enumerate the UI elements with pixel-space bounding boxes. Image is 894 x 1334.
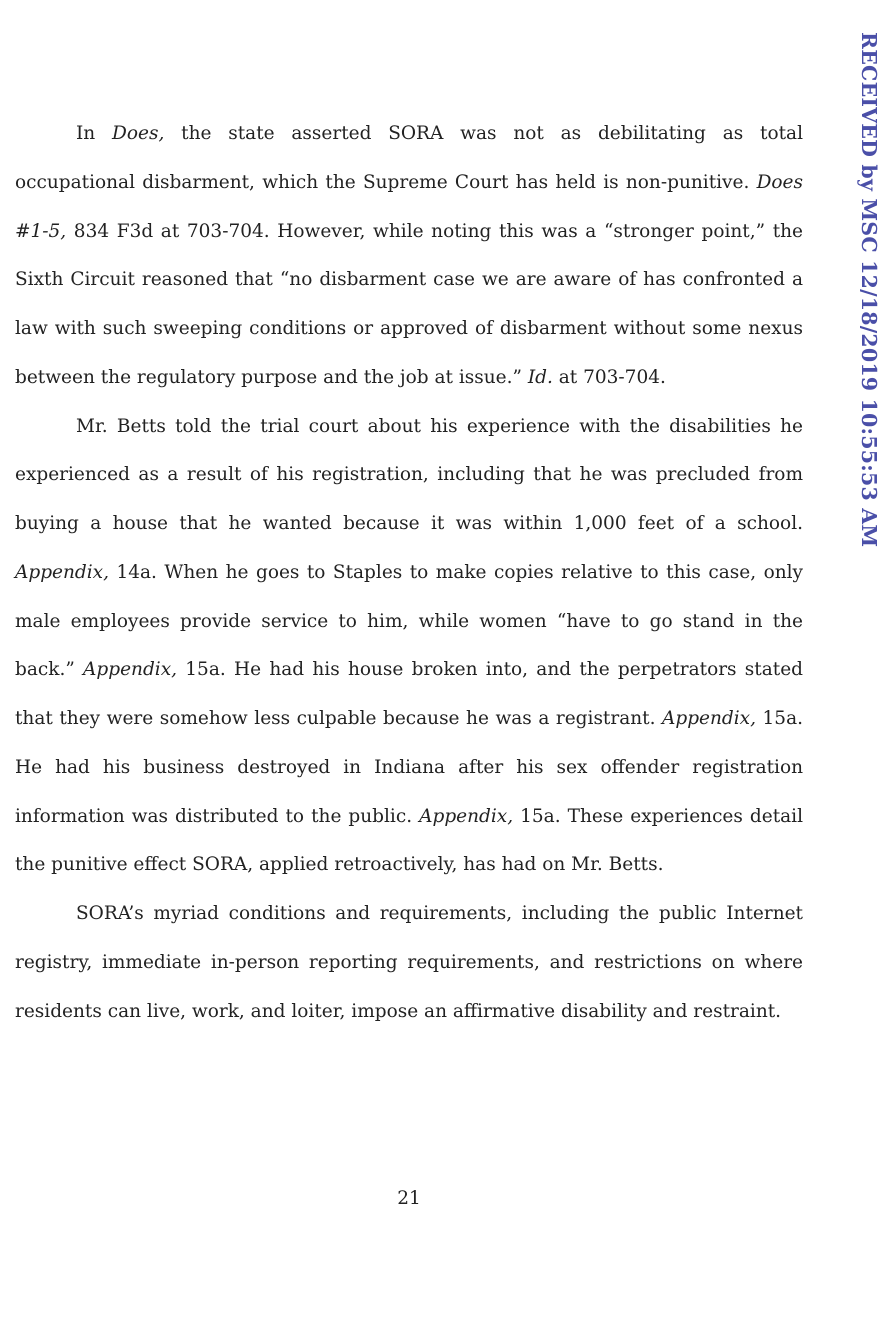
- italic-citation: Does,: [112, 123, 165, 144]
- text-run: Mr. Betts told the trial court about his experience with the disabilities he experienced as a result of his registration, including that he was precluded from buying a house that he wanted because it was within 1,000 feet of a school.: [15, 415, 803, 534]
- text-run: SORA’s myriad conditions and requirements, including the public Internet registry, immediate in-person reporting requirements, and restrictions on where residents can live, work, and loiter, impose an affirmative disability and restraint.: [15, 903, 803, 1022]
- text-run: 15a. These experiences detail the punitive effect SORA, applied retroactively, has had on Mr. Betts.: [15, 805, 803, 876]
- italic-citation: Id.: [527, 366, 553, 388]
- text-run: the state asserted SORA was not as debilitating as total occupational disbarment, which the Supreme Court has held is non-punitive.: [15, 123, 803, 193]
- received-stamp: RECEIVED by MSC 12/18/2019 10:55:53 AM: [857, 32, 881, 548]
- italic-citation: Does #1-5,: [15, 171, 803, 242]
- text-run: 15a. He had his house broken into, and the perpetrators stated that they were somehow less culpable because he was a registrant.: [15, 659, 803, 729]
- paragraph: [15, 890, 803, 1036]
- italic-citation: Appendix,: [419, 805, 514, 827]
- text-run: 15a. He had his business destroyed in Indiana after his sex offender registration information was distributed to the public.: [15, 708, 803, 827]
- document-body: [15, 110, 803, 1036]
- text-run: In: [76, 123, 113, 144]
- italic-citation: Appendix,: [83, 659, 178, 681]
- italic-citation: Appendix,: [15, 561, 109, 583]
- page-number: 21: [397, 1188, 421, 1209]
- paragraph: [15, 403, 803, 891]
- italic-citation: Appendix,: [662, 708, 756, 729]
- text-run: 834 F3d at 703-704. However, while noting this was a “stronger point,” the Sixth Circuit reasoned that “no disbarment case we are aware of has confronted a law with such sweeping conditions or approved of disbarment without some nexus between the regulatory purpose and the job at issue.”: [15, 220, 803, 388]
- text-run: at 703-704.: [552, 366, 666, 388]
- text-run: 14a. When he goes to Staples to make copies relative to this case, only male employees provide service to him, while women “have to go stand in the back.”: [15, 561, 803, 681]
- paragraph: [15, 110, 803, 403]
